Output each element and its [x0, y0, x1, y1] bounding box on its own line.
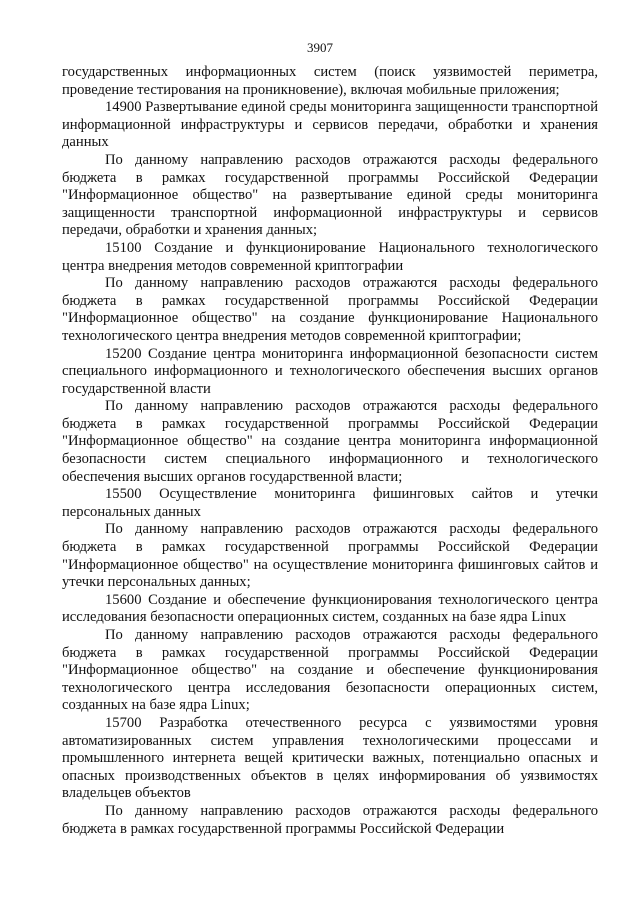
paragraph: 15500 Осуществление мониторинга фишинговых сайтов и утечки персональных данных: [62, 486, 598, 520]
paragraph: 15200 Создание центра мониторинга информационной безопасности систем специального информационного и технологического обеспечения высших органов государственной власти: [62, 345, 598, 397]
paragraph: По данному направлению расходов отражаются расходы федерального бюджета в рамках государственной программы Российской Федерации "Информационное общество" на развертывание единой среды мониторинга защищенности транспортной информационной инфраструктуры и сервисов передачи, обработки и хранения данных;: [62, 151, 598, 239]
paragraph: По данному направлению расходов отражаются расходы федерального бюджета в рамках государственной программы Российской Федерации "Информационное общество" на создание и обеспечение функционирования технологического центра исследования безопасности операционных систем, созданных на базе ядра Linux;: [62, 627, 598, 714]
paragraph: По данному направлению расходов отражаются расходы федерального бюджета в рамках государственной программы Российской Федерации "Информационное общество" на осуществление мониторинга фишинговых сайтов и утечки персональных данных;: [62, 521, 598, 591]
paragraph: 14900 Развертывание единой среды мониторинга защищенности транспортной информационной инфраструктуры и сервисов передачи, обработки и хранения данных: [62, 99, 598, 151]
paragraph: По данному направлению расходов отражаются расходы федерального бюджета в рамках государственной программы Российской Федерации: [62, 802, 598, 837]
paragraph: государственных информационных систем (поиск уязвимостей периметра, проведение тестирования на проникновение), включая мобильные приложения;: [62, 64, 598, 98]
paragraph: 15100 Создание и функционирование Национального технологического центра внедрения методов современной криптографии: [62, 239, 598, 274]
paragraph: По данному направлению расходов отражаются расходы федерального бюджета в рамках государственной программы Российской Федерации "Информационное общество" на создание центра мониторинга информационной безопасности систем специального информационного и технологического обеспечения высших органов государственной власти;: [62, 398, 598, 485]
paragraph: По данному направлению расходов отражаются расходы федерального бюджета в рамках государственной программы Российской Федерации "Информационное общество" на создание функционирование Национального технологического центра внедрения методов современной криптографии;: [62, 275, 598, 344]
document-body: [62, 64, 598, 838]
paragraph: 15600 Создание и обеспечение функционирования технологического центра исследования безопасности операционных систем, созданных на базе ядра Linux: [62, 591, 598, 626]
paragraph: 15700 Разработка отечественного ресурса с уязвимостями уровня автоматизированных систем управления технологическими процессами и промышленного интернета вещей критически важных, потенциально опасных и опасных производственных объектов в целях информирования об уязвимостях владельцев объектов: [62, 714, 598, 802]
page-number: 3907: [307, 40, 333, 55]
